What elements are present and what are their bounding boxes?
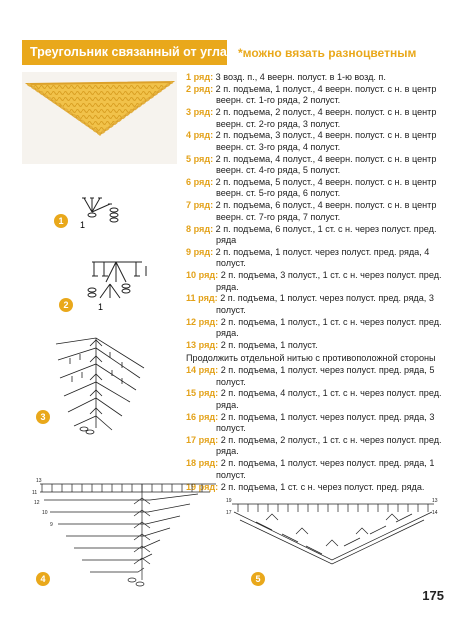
row-text: веерн. ст. 4-го ряда, 5 полуст. xyxy=(216,165,341,176)
row-text: 2 п. подъема, 3 полуст., 4 веерн. полуст. с н. в центр xyxy=(215,130,437,141)
row-text: 2 п. подъема, 5 полуст., 4 веерн. полуст. с н. в центр xyxy=(215,176,437,187)
step-badge-3: 3 xyxy=(36,410,50,424)
diagram-step-5 xyxy=(226,494,440,568)
instruction-row xyxy=(186,130,456,153)
svg-text:17: 17 xyxy=(226,510,232,516)
diagram-step-2 xyxy=(84,254,154,316)
row-text: 2 п. подъема, 1 полуст. через полуст. пред. ряда, 4 xyxy=(215,246,430,257)
row-text: полуст. xyxy=(216,258,246,269)
step-badge-2: 2 xyxy=(59,298,73,312)
step-badge-1: 1 xyxy=(54,214,68,228)
svg-text:11: 11 xyxy=(32,490,38,496)
svg-text:13: 13 xyxy=(36,478,42,484)
instruction-row xyxy=(186,340,456,352)
instruction-row xyxy=(186,270,456,293)
row-number: 7 ряд: xyxy=(186,200,214,211)
row-number: 5 ряд: xyxy=(186,153,214,164)
instruction-row xyxy=(186,107,456,130)
row-text: 2 п. подъема, 3 полуст., 1 ст. с н. через полуст. пред. xyxy=(220,270,442,281)
row-text: 3 возд. п., 4 веерн. полуст. в 1-ю возд. п. xyxy=(215,72,386,82)
diagram-2-label: 1 xyxy=(98,302,104,312)
row-text: 2 п. подъема, 1 полуст. через полуст. пред. ряда, 3 xyxy=(220,293,434,304)
row-number: 2 ряд: xyxy=(186,83,214,94)
step-badge-5: 5 xyxy=(251,572,265,586)
instruction-row xyxy=(186,365,456,388)
row-number: 15 ряд: xyxy=(186,388,219,399)
row-text: 2 п. подъема, 2 полуст., 4 веерн. полуст. с н. в центр xyxy=(215,107,437,118)
row-number: 14 ряд: xyxy=(186,365,219,376)
row-text: веерн. ст. 2-го ряда, 3 полуст. xyxy=(216,118,341,129)
instruction-row xyxy=(186,317,456,340)
row-text: полуст. xyxy=(216,304,246,315)
row-text: веерн. ст. 7-го ряда, 7 полуст. xyxy=(216,211,341,222)
row-text: 2 п. подъема, 6 полуст., 1 ст. с н. через полуст. пред. xyxy=(215,223,437,234)
row-text: полуст. xyxy=(216,423,246,434)
row-number: 8 ряд: xyxy=(186,223,214,234)
instruction-row xyxy=(186,84,456,107)
row-number: 1 ряд: xyxy=(186,72,214,82)
instruction-row xyxy=(186,200,456,223)
row-text: ряда. xyxy=(216,399,239,410)
page-number: 175 xyxy=(422,588,444,603)
instruction-row xyxy=(186,388,456,411)
row-number: 10 ряд: xyxy=(186,270,219,281)
row-text: веерн. ст. 3-го ряда, 4 полуст. xyxy=(216,141,341,152)
svg-text:12: 12 xyxy=(34,500,40,506)
row-number: 13 ряд: xyxy=(186,340,219,351)
row-text: ряда. xyxy=(216,446,239,457)
svg-text:9: 9 xyxy=(50,522,53,528)
instructions xyxy=(186,72,456,493)
svg-text:13: 13 xyxy=(432,498,438,504)
row-number: 9 ряд: xyxy=(186,246,214,257)
diagram-step-1 xyxy=(78,196,128,236)
instruction-row xyxy=(186,177,456,200)
row-number: 3 ряд: xyxy=(186,107,214,118)
instruction-row xyxy=(186,247,456,270)
row-text: 2 п. подъема, 6 полуст., 4 веерн. полуст. с н. в центр xyxy=(215,200,437,211)
shawl-photo xyxy=(22,72,177,164)
row-number: 17 ряд: xyxy=(186,434,219,445)
diagram-step-4 xyxy=(30,474,220,594)
row-number: 16 ряд: xyxy=(186,411,219,422)
diagram-step-3 xyxy=(50,334,150,436)
instruction-row xyxy=(186,412,456,435)
instruction-row xyxy=(186,482,456,494)
row-text: 2 п. подъема, 1 полуст. xyxy=(220,340,318,351)
row-text: 2 п. подъема, 4 полуст., 4 веерн. полуст. с н. в центр xyxy=(215,153,437,164)
instruction-row xyxy=(186,154,456,177)
svg-text:19: 19 xyxy=(226,498,232,504)
step-badge-4: 4 xyxy=(36,572,50,586)
row-number: 12 ряд: xyxy=(186,316,219,327)
row-text: веерн. ст. 5-го ряда, 6 полуст. xyxy=(216,188,341,199)
row-number: 18 ряд: xyxy=(186,458,219,469)
page-title: Треугольник связанный от угла xyxy=(22,40,227,65)
row-text: 2 п. подъема, 1 полуст. через полуст. пред. ряда, 1 xyxy=(220,458,435,469)
svg-text:14: 14 xyxy=(432,510,438,516)
row-text: 2 п. подъема, 4 полуст., 1 ст. с н. через полуст. пред. xyxy=(220,388,442,399)
instruction-row xyxy=(186,224,456,247)
instruction-row xyxy=(186,293,456,316)
row-text: 2 п. подъема, 1 полуст. через полуст. пред. ряда, 3 xyxy=(220,411,435,422)
row-text: 2 п. подъема, 1 полуст. через полуст. пред. ряда, 5 xyxy=(220,365,435,376)
instruction-row xyxy=(186,72,456,84)
row-text: 2 п. подъема, 1 полуст., 4 веерн. полуст. с н. в центр xyxy=(215,83,437,94)
row-text: полуст. xyxy=(216,376,246,387)
row-text: ряда xyxy=(216,235,237,246)
row-number: 4 ряд: xyxy=(186,130,214,141)
row-text: веерн. ст. 1-го ряда, 2 полуст. xyxy=(216,95,341,106)
subtitle: *можно вязать разноцветным xyxy=(238,46,417,60)
row-number: 6 ряд: xyxy=(186,176,214,187)
row-number: 19 ряд: xyxy=(186,481,219,492)
diagram-1-label: 1 xyxy=(80,220,86,230)
row-number: 11 ряд: xyxy=(186,293,218,304)
instruction-row xyxy=(186,458,456,481)
row-text: полуст. xyxy=(216,469,246,480)
continue-note: Продолжить отдельной нитью с противоположной стороны xyxy=(186,352,436,363)
row-text: 2 п. подъема, 1 полуст., 1 ст. с н. через полуст. пред. xyxy=(220,316,442,327)
row-text: 2 п. подъема, 1 ст. с н. через полуст. пред. ряда. xyxy=(220,481,425,492)
row-text: 2 п. подъема, 2 полуст., 1 ст. с н. через полуст. пред. xyxy=(220,434,442,445)
svg-text:10: 10 xyxy=(42,510,48,516)
row-text: ряда. xyxy=(216,328,239,339)
instruction-row xyxy=(186,435,456,458)
row-text: ряда. xyxy=(216,281,239,292)
